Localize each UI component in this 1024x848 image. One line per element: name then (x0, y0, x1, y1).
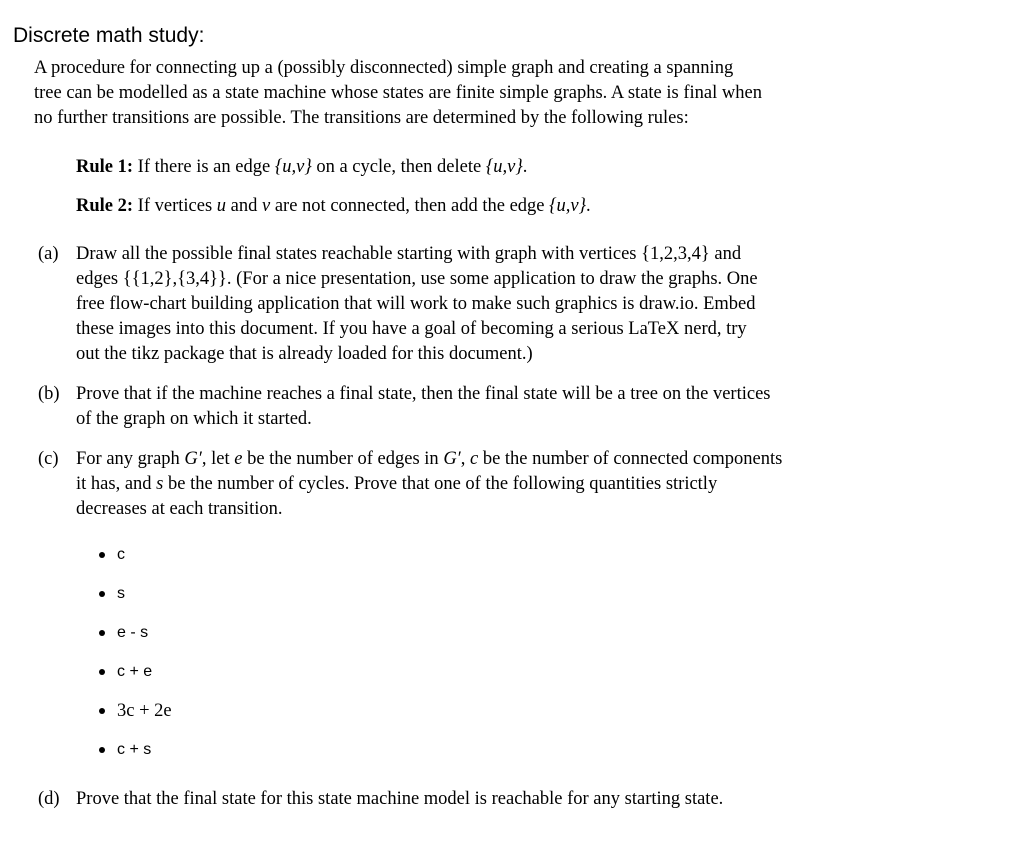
quantity-label: s (117, 585, 125, 602)
part-b-body (76, 382, 846, 432)
list-item (98, 620, 172, 659)
part-a-line-5: out the tikz package that is already loaded for this document.) (76, 344, 533, 364)
intro-line-1: A procedure for connecting up a (possibly disconnected) simple graph and creating a spanning (34, 58, 734, 78)
part-d (38, 787, 846, 812)
rule-1-label: Rule 1: (76, 157, 134, 177)
rule-2-text-after: . (586, 196, 591, 216)
part-a-body (76, 242, 846, 367)
part-c-text: , (460, 449, 470, 469)
rule-2-label: Rule 2: (76, 196, 134, 216)
part-c-body (76, 447, 846, 522)
part-a-line-4: these images into this document. If you have a goal of becoming a serious LaTeX nerd, try (76, 319, 747, 339)
part-a-line-3: free flow-chart building application that will work to make such graphics is draw.io. Embed (76, 294, 756, 314)
intro-line-2: tree can be modelled as a state machine whose states are finite simple graphs. A state is final when (34, 83, 762, 103)
part-c-text: be the number of connected components (478, 449, 783, 469)
quantity-label: e - s (117, 624, 149, 641)
rule-1-text-middle: on a cycle, then delete (311, 157, 486, 177)
rule-2 (76, 193, 591, 219)
intro-line-3: no further transitions are possible. The transitions are determined by the following rules: (34, 108, 689, 128)
part-a-line-1: Draw all the possible final states reachable starting with graph with vertices {1,2,3,4} and (76, 244, 742, 264)
rule-2-vertex-u: u (216, 196, 227, 216)
var-e: e (234, 449, 243, 469)
graph-g-prime: G′ (443, 449, 461, 469)
rule-2-text-before: If vertices (133, 196, 217, 216)
quantity-list (98, 542, 172, 776)
bullet-icon (99, 669, 105, 675)
part-c-line-2 (76, 472, 846, 497)
bullet-icon (99, 708, 105, 714)
list-item (98, 542, 172, 581)
rule-1-edge-math: {u,v} (274, 157, 312, 177)
quantity-label: c (117, 546, 125, 563)
part-b-line-2: of the graph on which it started. (76, 409, 312, 429)
part-d-line-1: Prove that the final state for this state machine model is reachable for any starting state. (76, 789, 724, 809)
rule-2-text-middle: and (226, 196, 262, 216)
rule-1 (76, 154, 527, 180)
bullet-icon (99, 552, 105, 558)
part-b-tag: (b) (38, 384, 60, 404)
part-c-line-3: decreases at each transition. (76, 499, 283, 519)
rule-2-text-middle-2: are not connected, then add the edge (270, 196, 550, 216)
quantity-label: c + s (117, 741, 152, 758)
part-d-tag: (d) (38, 789, 60, 809)
list-item (98, 737, 172, 776)
part-c-text: , let (201, 449, 235, 469)
part-c (38, 447, 846, 522)
list-item (98, 659, 172, 698)
var-s: s (156, 474, 164, 494)
part-a-tag: (a) (38, 244, 59, 264)
rule-1-edge-math-2: {u,v} (485, 157, 523, 177)
var-c: c (469, 449, 479, 469)
part-a-line-2: edges {{1,2},{3,4}}. (For a nice presentation, use some application to draw the graphs. One (76, 269, 758, 289)
part-c-line-1 (76, 447, 846, 472)
part-b-line-1: Prove that if the machine reaches a final state, then the final state will be a tree on the vertices (76, 384, 771, 404)
rule-2-edge-math: {u,v} (549, 196, 587, 216)
graph-g-prime: G′ (184, 449, 202, 469)
part-c-tag: (c) (38, 449, 59, 469)
rule-1-text-before: If there is an edge (133, 157, 275, 177)
part-c-text: it has, and (76, 474, 157, 494)
quantity-label: c + e (117, 663, 153, 680)
part-d-body (76, 787, 846, 812)
part-a (38, 242, 846, 367)
page-title: Discrete math study: (13, 24, 205, 47)
intro-paragraph (34, 56, 846, 131)
rule-2-vertex-v: v (262, 196, 271, 216)
part-c-text: For any graph (76, 449, 185, 469)
list-item (98, 581, 172, 620)
bullet-icon (99, 630, 105, 636)
rule-1-text-after: . (522, 157, 528, 177)
list-item (98, 698, 172, 737)
part-c-text: be the number of edges in (242, 449, 444, 469)
bullet-icon (99, 747, 105, 753)
bullet-icon (99, 591, 105, 597)
quantity-label: 3c + 2e (117, 701, 172, 721)
part-c-text: be the number of cycles. Prove that one of the following quantities strictly (163, 474, 718, 494)
part-b (38, 382, 846, 432)
